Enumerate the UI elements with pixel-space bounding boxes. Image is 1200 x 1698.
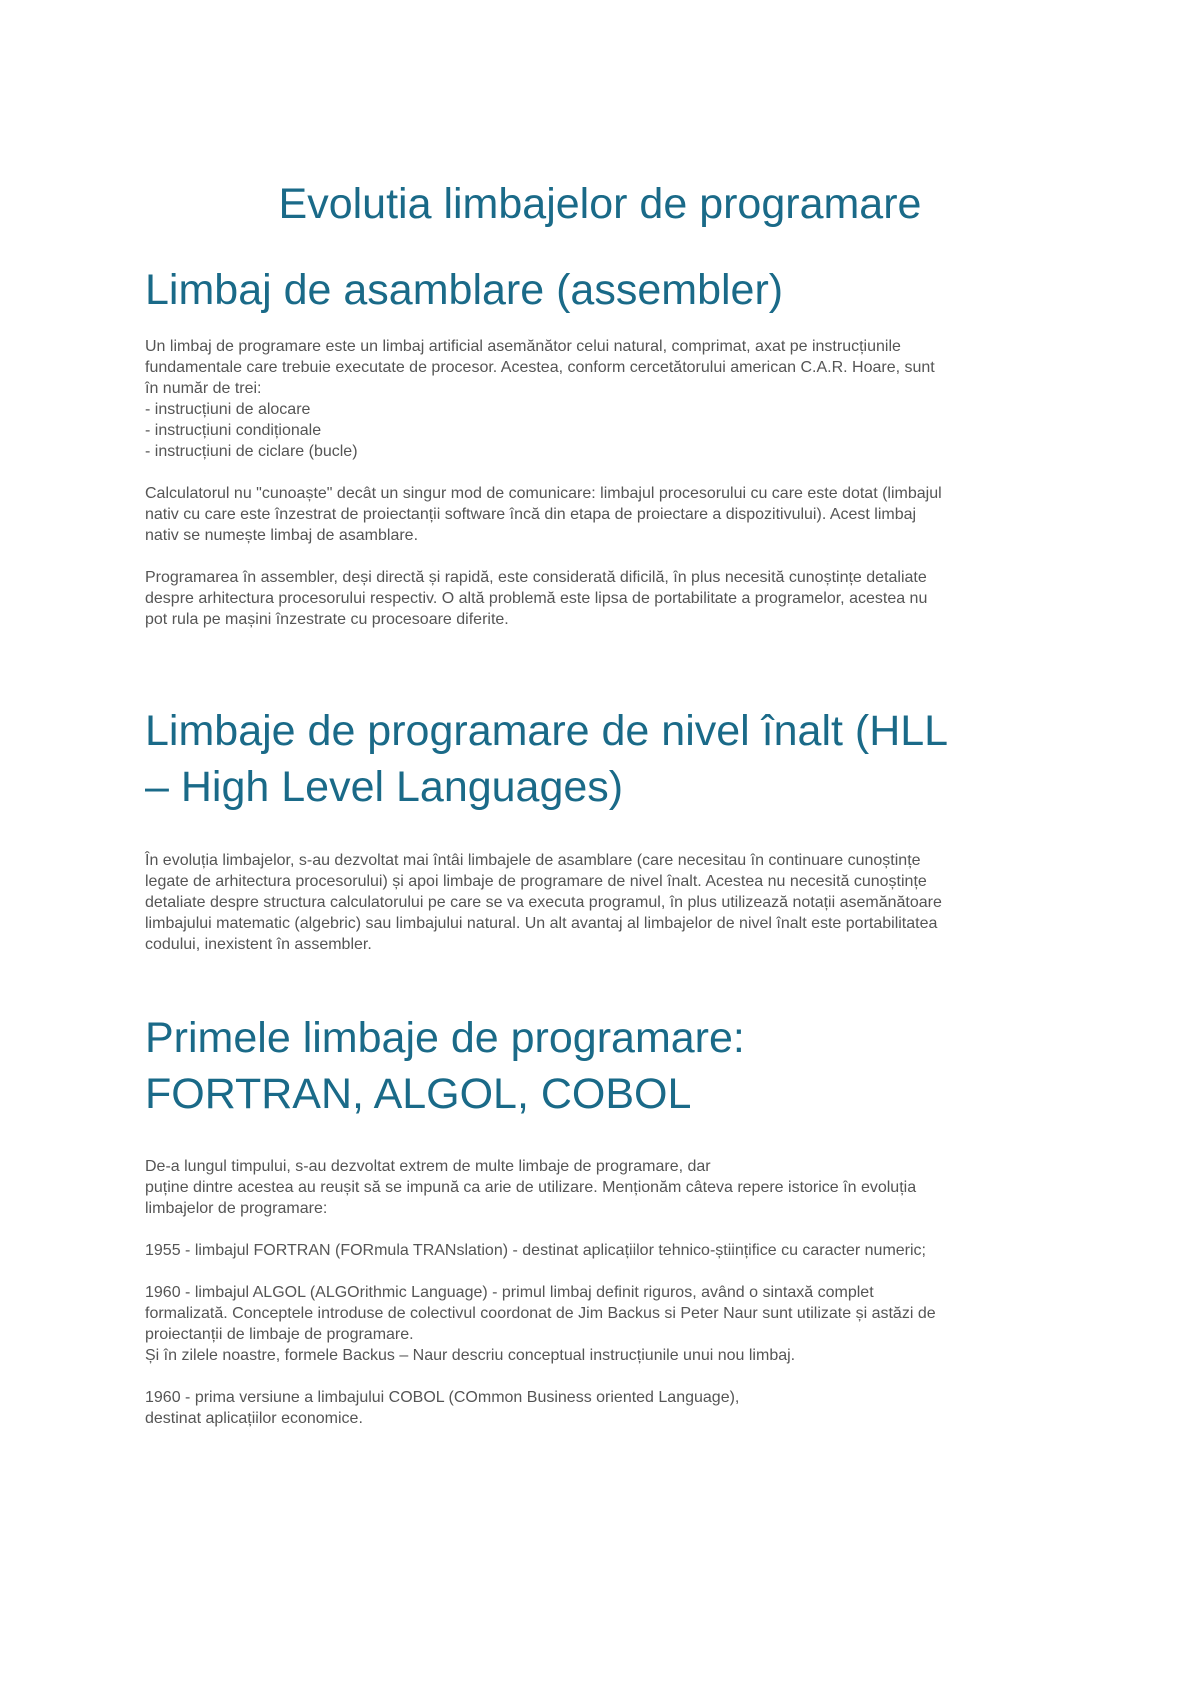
text-line: nativ se numește limbaj de asamblare. [145,527,419,544]
heading-line: Primele limbaje de programare: [145,1014,745,1062]
text-line: în număr de trei: [145,380,262,397]
text-line: Un limbaj de programare este un limbaj artificial asemănător celui natural, comprimat, axat pe instrucțiunile [145,338,901,355]
text-line: Calculatorul nu "cunoaște" decât un singur mod de comunicare: limbajul procesorului cu care este dotat (limbajul [145,485,942,502]
text-line: destinat aplicațiilor economice. [145,1410,363,1427]
text-line: formalizată. Conceptele introduse de colectivul coordonat de Jim Backus si Peter Naur sunt utilizate și astăzi de [145,1305,936,1322]
paragraph-hll-evolution [145,850,1055,955]
heading-line: Limbaje de programare de nivel înalt (HLL [145,707,949,755]
text-line: legate de arhitectura procesorului) și apoi limbaje de programare de nivel înalt. Acestea nu necesită cunoștințe [145,873,927,890]
text-line: fundamentale care trebuie executate de procesor. Acestea, conform cercetătorului american C.A.R. Hoare, sunt [145,359,935,376]
list-item: - instrucțiuni de ciclare (bucle) [145,443,358,460]
list-item: - instrucțiuni condiționale [145,422,322,439]
text-line: codului, inexistent în assembler. [145,936,372,953]
text-line: puține dintre acestea au reușit să se impună ca arie de utilizare. Menționăm câteva repere istorice în evoluția [145,1179,917,1196]
text-line: De-a lungul timpului, s-au dezvoltat extrem de multe limbaje de programare, dar [145,1158,711,1175]
text-line: proiectanții de limbaje de programare. [145,1326,414,1343]
text-line: nativ cu care este înzestrat de proiectanții software încă din etapa de proiectare a dispozitivului). Acest limbaj [145,506,917,523]
paragraph-history-intro [145,1156,1055,1219]
text-line: limbajelor de programare: [145,1200,328,1217]
text-line: 1960 - limbajul ALGOL (ALGOrithmic Language) - primul limbaj definit riguros, având o sintaxă complet [145,1284,874,1301]
paragraph-algol [145,1282,1055,1366]
document-title: Evolutia limbajelor de programare [278,180,922,228]
text-line: 1960 - prima versiune a limbajului COBOL (COmmon Business oriented Language), [145,1389,740,1406]
paragraph-assembler-intro [145,336,1055,462]
text-line: limbajului matematic (algebric) sau limbajului natural. Un alt avantaj al limbajelor de nivel înalt este portabilitatea [145,915,938,932]
heading-line: Limbaj de asamblare (assembler) [145,266,784,314]
paragraph-cobol [145,1387,1055,1429]
heading-line: – High Level Languages) [145,763,624,811]
list-item: - instrucțiuni de alocare [145,401,311,418]
text-line: despre arhitectura procesorului respectiv. O altă problemă este lipsa de portabilitate a programelor, acestea nu [145,590,928,607]
paragraph-fortran [145,1240,1055,1261]
section-heading-hll [145,703,1055,815]
text-line: Și în zilele noastre, formele Backus – Naur descriu conceptual instrucțiunile unui nou limbaj. [145,1347,796,1364]
text-line: Programarea în assembler, deși directă și rapidă, este considerată dificilă, în plus necesită cunoștințe detaliate [145,569,927,586]
paragraph-native-language [145,483,1055,546]
paragraph-assembler-programming [145,567,1055,630]
text-line: detaliate despre structura calculatorului pe care se va executa programul, în plus utilizează notații asemănătoare [145,894,942,911]
section-heading-assembler [145,262,1055,318]
heading-line: FORTRAN, ALGOL, COBOL [145,1070,692,1118]
section-heading-first-languages [145,1010,1055,1122]
text-line: În evoluția limbajelor, s-au dezvoltat mai întâi limbajele de asamblare (care necesitau în continuare cunoștințe [145,852,921,869]
text-line: pot rula pe mașini înzestrate cu procesoare diferite. [145,611,509,628]
text-line: 1955 - limbajul FORTRAN (FORmula TRANslation) - destinat aplicațiilor tehnico-științifice cu caracter numeric; [145,1242,926,1259]
